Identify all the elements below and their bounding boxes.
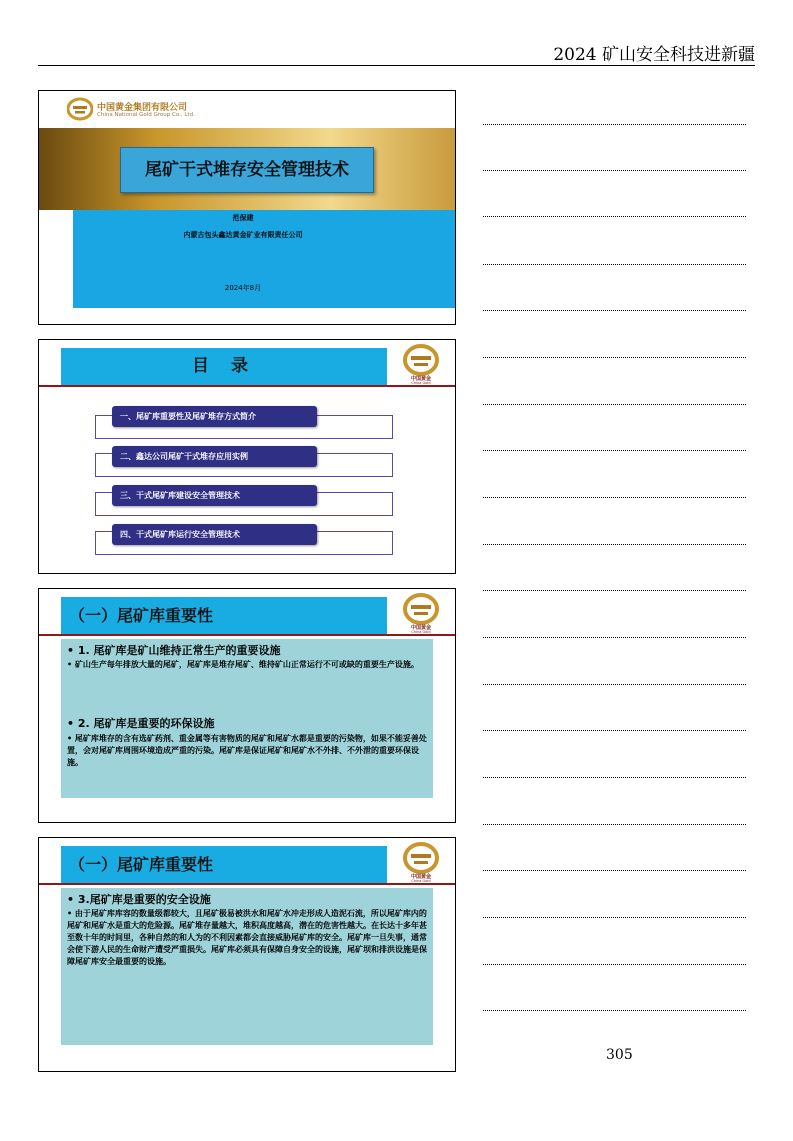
logo-text-en: China Gold bbox=[411, 630, 431, 634]
point-1-text: • 矿山生产每年排放大量的尾矿，尾矿库是堆存尾矿、维持矿山正常运行不可或缺的重要生产设施。 bbox=[67, 660, 419, 669]
page-header-title: 2024 矿山安全科技进新疆 bbox=[553, 45, 755, 65]
toc-item-4[interactable]: 四、干式尾矿库运行安全管理技术 bbox=[112, 524, 317, 545]
company-logo-icon bbox=[67, 97, 93, 121]
point-3-heading: • 3.尾矿库是重要的安全设施 bbox=[67, 893, 211, 906]
note-line bbox=[483, 216, 746, 217]
point-1-heading: • 1. 尾矿库是矿山维持正常生产的重要设施 bbox=[67, 644, 281, 657]
note-line bbox=[483, 870, 746, 871]
note-line bbox=[483, 964, 746, 965]
logo-text-cn: 中国黄金 bbox=[410, 625, 431, 631]
note-line bbox=[483, 1010, 746, 1011]
author-info-panel bbox=[73, 210, 455, 308]
slide-contents bbox=[38, 339, 456, 574]
contents-title: 目 录 bbox=[192, 356, 256, 376]
company-name-cn: 中国黄金集团有限公司 bbox=[97, 103, 188, 113]
note-line bbox=[483, 637, 746, 638]
section-title: （一）尾矿库重要性 bbox=[69, 606, 214, 625]
content-panel bbox=[61, 888, 433, 1045]
logo-text-en: China Gold bbox=[411, 381, 431, 385]
note-line bbox=[483, 590, 746, 591]
note-line bbox=[483, 777, 746, 778]
presentation-date: 2024年8月 bbox=[224, 284, 262, 292]
note-line bbox=[483, 730, 746, 731]
header-rule bbox=[38, 65, 755, 66]
note-line bbox=[483, 264, 746, 265]
toc-item-3[interactable]: 三、干式尾矿库建设安全管理技术 bbox=[112, 485, 317, 506]
toc-item-1[interactable]: 一、尾矿库重要性及尾矿堆存方式简介 bbox=[112, 406, 317, 427]
note-line bbox=[483, 544, 746, 545]
logo-text-cn: 中国黄金 bbox=[410, 874, 431, 880]
slide-header-rule bbox=[39, 634, 455, 636]
page-number: 305 bbox=[606, 1047, 633, 1063]
point-2-heading: • 2. 尾矿库是重要的环保设施 bbox=[67, 717, 215, 730]
author-organization: 内蒙古包头鑫达黄金矿业有限责任公司 bbox=[183, 231, 303, 239]
point-2-text: • 尾矿库堆存的含有选矿药剂、重金属等有害物质的尾矿和尾矿水都是重要的污染物，如果不能妥善处置，会对尾矿库周围环境造成严重的污染。尾矿库是保证尾矿和尾矿水不外排、不外泄的重要环保设施。 bbox=[67, 734, 427, 767]
note-line bbox=[483, 917, 746, 918]
note-line bbox=[483, 357, 746, 358]
author-name: 范保建 bbox=[232, 214, 254, 222]
note-line bbox=[483, 170, 746, 171]
note-line bbox=[483, 310, 746, 311]
slide-header-rule bbox=[39, 883, 455, 885]
section-title: （一）尾矿库重要性 bbox=[69, 855, 214, 874]
slide-importance-2 bbox=[38, 837, 456, 1072]
slide-cover bbox=[38, 90, 456, 325]
logo-text-en: China Gold bbox=[411, 879, 431, 883]
note-line bbox=[483, 450, 746, 451]
toc-item-2[interactable]: 二、鑫达公司尾矿干式堆存应用实例 bbox=[112, 446, 317, 467]
note-line bbox=[483, 497, 746, 498]
point-3-text: • 由于尾矿库库容的数量级都较大，且尾矿极易被洪水和尾矿水冲走形成人造泥石流，所以尾矿库内的尾矿和尾矿水是重大的危险源。尾矿堆存量越大，堆积高度越高，潜在的危害性越大。在长达十多年甚至数十年的时间里，各种自然的和人为的不利因素都会直接威胁尾矿库的安全。尾矿库一旦失事，通常会使下游人民的生命财产遭受严重损失。尾矿库必须具有保障自身安全的设施，尾矿坝和排洪设施是保障尾矿库安全最重要的设施。 bbox=[67, 909, 427, 966]
content-panel bbox=[61, 639, 433, 798]
note-line bbox=[483, 684, 746, 685]
company-name-en: China National Gold Group Co., Ltd. bbox=[97, 112, 195, 118]
logo-text-cn: 中国黄金 bbox=[410, 376, 431, 382]
slide-importance-1 bbox=[38, 588, 456, 823]
note-line bbox=[483, 124, 746, 125]
note-line bbox=[483, 404, 746, 405]
slide-header-rule bbox=[39, 385, 455, 387]
note-line bbox=[483, 824, 746, 825]
presentation-title: 尾矿干式堆存安全管理技术 bbox=[120, 147, 374, 193]
